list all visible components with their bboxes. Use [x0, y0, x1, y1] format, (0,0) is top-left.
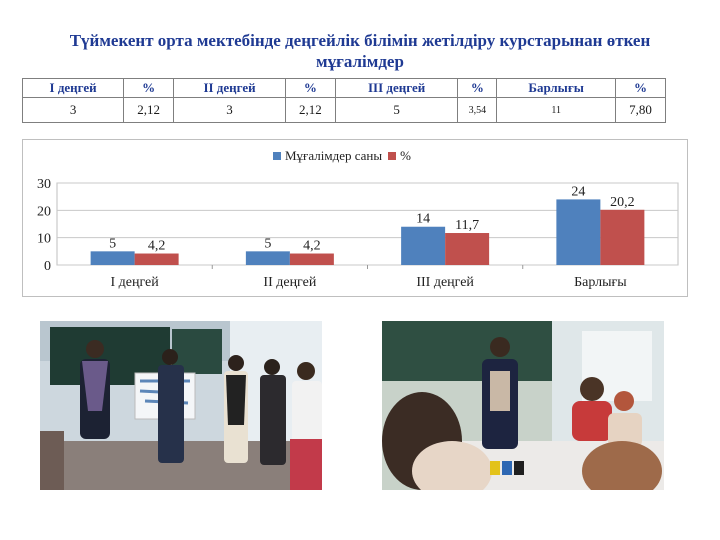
table-cell: 3 — [174, 98, 286, 123]
legend-label: Мұғалімдер саны — [285, 148, 383, 163]
y-tick-label: 0 — [44, 259, 51, 274]
bar — [290, 254, 334, 265]
bar — [445, 233, 489, 265]
table-header-cell: % — [458, 79, 497, 98]
table-header-cell: ІІІ деңгей — [335, 79, 457, 98]
data-label: 24 — [571, 184, 586, 200]
data-label: 5 — [109, 236, 117, 252]
page-title — [0, 30, 720, 72]
x-tick-label: ІІ деңгей — [263, 275, 317, 290]
data-label: 4,2 — [147, 238, 166, 254]
table-cell: 5 — [335, 98, 457, 123]
data-label: 20,2 — [610, 194, 635, 210]
table-header-cell: % — [124, 79, 174, 98]
bar — [600, 210, 644, 265]
bar — [246, 251, 290, 265]
chart-plot — [23, 140, 687, 296]
title-line-2: мұғалімдер — [316, 52, 404, 71]
data-label: 5 — [264, 236, 272, 252]
bar — [556, 199, 600, 265]
table-header-cell: ІІ деңгей — [174, 79, 286, 98]
bar — [401, 227, 445, 265]
table-cell: 7,80 — [616, 98, 666, 123]
legend-label: % — [400, 148, 411, 163]
y-tick-label: 30 — [37, 177, 51, 192]
table-header-cell: % — [285, 79, 335, 98]
x-tick-label: Барлығы — [574, 275, 627, 290]
table-cell: 3 — [23, 98, 124, 123]
y-tick-label: 10 — [37, 231, 51, 247]
data-label: 4,2 — [303, 238, 321, 254]
bar — [91, 251, 135, 265]
y-tick-label: 20 — [37, 204, 51, 220]
x-tick-label: І деңгей — [110, 275, 159, 290]
table-cell: 2,12 — [285, 98, 335, 123]
table-cell: 3,54 — [458, 98, 497, 123]
data-label: 11,7 — [455, 218, 480, 234]
table-cell: 11 — [497, 98, 616, 123]
bar — [135, 254, 179, 265]
table-cell: 2,12 — [124, 98, 174, 123]
x-tick-label: ІІІ деңгей — [416, 275, 474, 290]
table-header-cell: Барлығы — [497, 79, 616, 98]
bar-chart — [22, 139, 688, 297]
title-line-1: Түймекент орта мектебінде деңгейлік білімін жетілдіру курстарынан өткен — [69, 31, 651, 50]
table-header-row — [23, 79, 666, 98]
stats-table — [22, 78, 666, 123]
table-header-cell: % — [616, 79, 666, 98]
table-row — [23, 98, 666, 123]
table-header-cell: І деңгей — [23, 79, 124, 98]
photo-teachers-workshop — [382, 321, 664, 490]
photo-teachers-presentation — [40, 321, 322, 490]
data-label: 14 — [416, 211, 431, 227]
